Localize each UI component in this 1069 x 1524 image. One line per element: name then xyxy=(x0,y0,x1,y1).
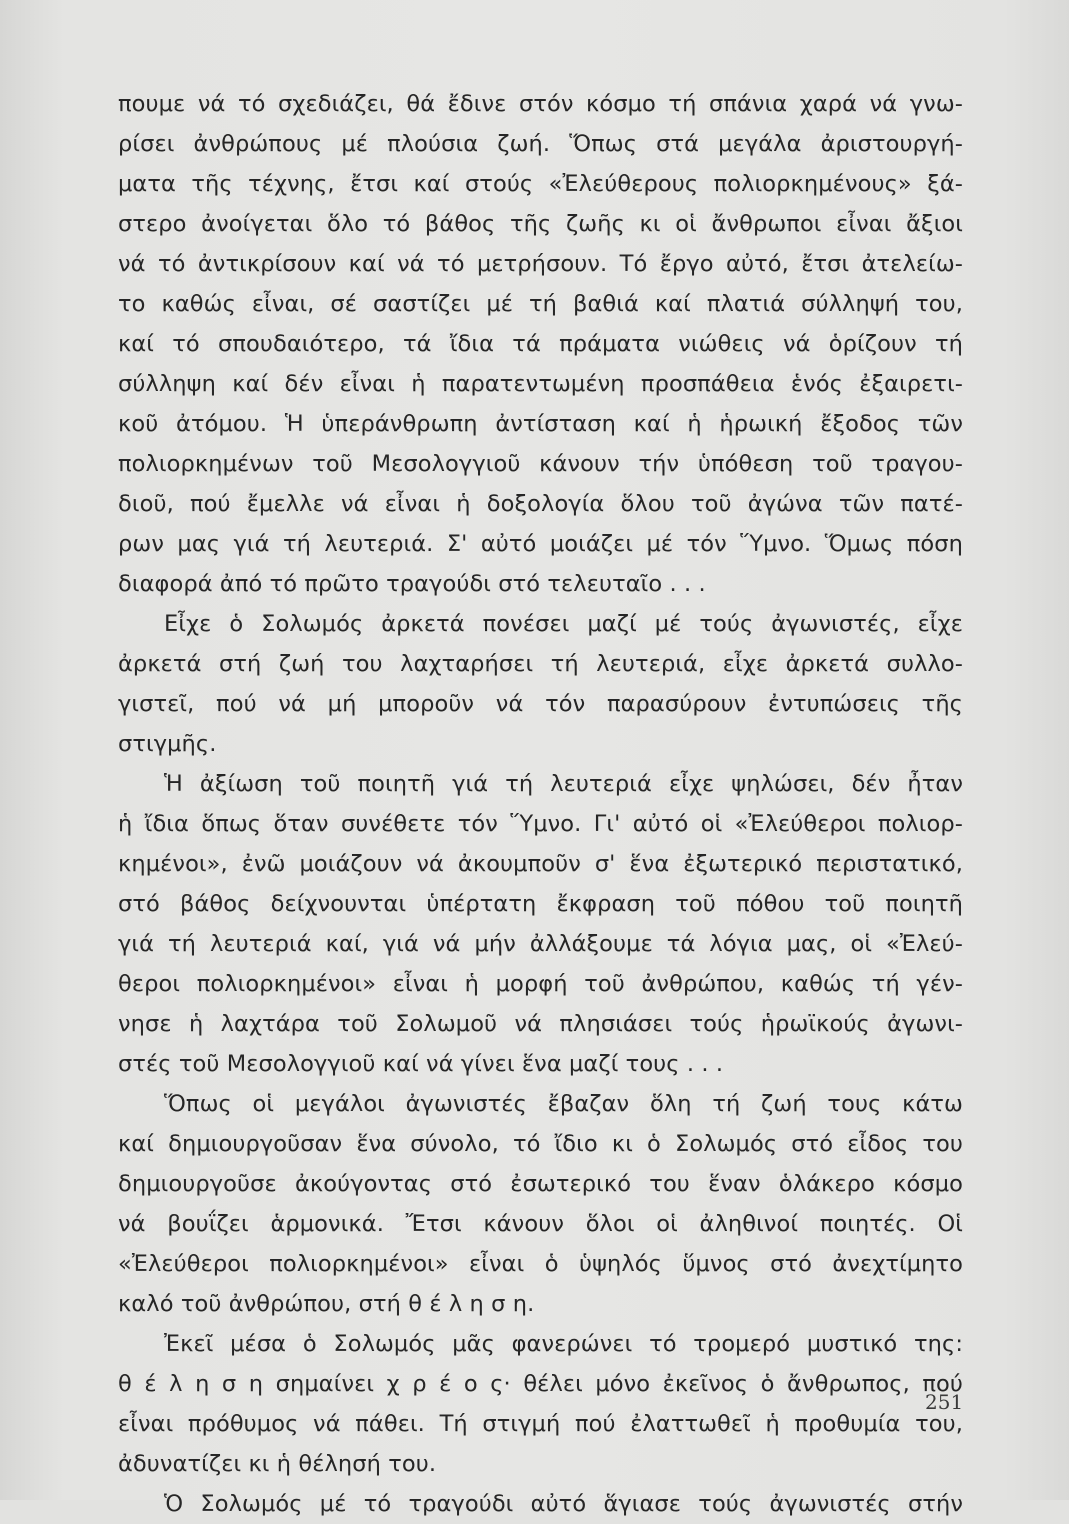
text-line: κοῦ ἀτόμου. Ἡ ὑπεράνθρωπη ἀντίσταση καί ἡ ἡρωική ἔξοδος τῶν xyxy=(118,411,963,437)
text-line: κημένοι», ἐνῶ μοιάζουν νά ἀκουμποῦν σ' ἕνα ἐξωτερικό περιστατικό, xyxy=(118,851,963,877)
text-line: νά βουΐζει ἁρμονικά. Ἔτσι κάνουν ὅλοι οἱ ἀληθινοί ποιητές. Οἱ xyxy=(118,1211,963,1237)
text-line: γιστεῖ, πού νά μή μποροῦν νά τόν παρασύρουν ἐντυπώσεις τῆς xyxy=(118,691,963,717)
text-line: ἡ ἴδια ὅπως ὅταν συνέθετε τόν Ὕμνο. Γι' αὐτό οἱ «Ἐλεύθεροι πολιορ- xyxy=(118,811,963,837)
text-line: νά τό ἀντικρίσουν καί νά τό μετρήσουν. Τό ἔργο αὐτό, ἔτσι ἀτελείω- xyxy=(118,251,963,277)
text-line: στιγμῆς. xyxy=(118,731,217,757)
text-line: Ὁ Σολωμός μέ τό τραγούδι αὐτό ἅγιασε τούς ἀγωνιστές στήν xyxy=(164,1491,963,1517)
text-line: καί δημιουργοῦσαν ἕνα σύνολο, τό ἴδιο κι ὁ Σολωμός στό εἶδος του xyxy=(118,1131,963,1157)
text-line: καλό τοῦ ἀνθρώπου, στή θ έ λ η σ η. xyxy=(118,1291,535,1317)
text-line: στές τοῦ Μεσολογγιοῦ καί νά γίνει ἕνα μαζί τους . . . xyxy=(118,1051,724,1077)
text-line: Ἐκεῖ μέσα ὁ Σολωμός μᾶς φανερώνει τό τρομερό μυστικό της: xyxy=(164,1331,963,1357)
text-line: σύλληψη καί δέν εἶναι ἡ παρατεντωμένη προσπάθεια ἑνός ἐξαιρετι- xyxy=(118,371,963,397)
text-line: πουμε νά τό σχεδιάζει, θά ἔδινε στόν κόσμο τή σπάνια χαρά νά γνω- xyxy=(118,91,963,117)
text-line: θ έ λ η σ η σημαίνει χ ρ έ ο ς· θέλει μόνο ἐκεῖνος ὁ ἄνθρωπος, πού xyxy=(118,1371,963,1397)
text-line: διαφορά ἀπό τό πρῶτο τραγούδι στό τελευταῖο . . . xyxy=(118,571,706,597)
text-line: καί τό σπουδαιότερο, τά ἴδια τά πράματα νιώθεις νά ὁρίζουν τή xyxy=(118,331,963,357)
text-line: πολιορκημένων τοῦ Μεσολογγιοῦ κάνουν τήν ὑπόθεση τοῦ τραγου- xyxy=(118,451,963,477)
text-line: Ὅπως οἱ μεγάλοι ἀγωνιστές ἔβαζαν ὅλη τή ζωή τους κάτω xyxy=(164,1091,963,1117)
text-line: Εἶχε ὁ Σολωμός ἀρκετά πονέσει μαζί μέ τούς ἀγωνιστές, εἶχε xyxy=(164,611,963,637)
text-line: «Ἐλεύθεροι πολιορκημένοι» εἶναι ὁ ὑψηλός ὕμνος στό ἀνεχτίμητο xyxy=(118,1251,963,1277)
text-line: θεροι πολιορκημένοι» εἶναι ἡ μορφή τοῦ ἀνθρώπου, καθώς τή γέν- xyxy=(118,971,963,997)
text-line: γιά τή λευτεριά καί, γιά νά μήν ἀλλάξουμε τά λόγια μας, οἱ «Ἐλεύ- xyxy=(118,931,963,957)
page-number: 251 xyxy=(925,1390,964,1414)
text-line: ἀδυνατίζει κι ἡ θέλησή του. xyxy=(118,1451,437,1477)
text-line: ματα τῆς τέχνης, ἔτσι καί στούς «Ἐλεύθερους πολιορκημένους» ξά- xyxy=(118,171,963,197)
text-line: δημιουργοῦσε ἀκούγοντας στό ἐσωτερικό του ἕναν ὁλάκερο κόσμο xyxy=(118,1171,963,1197)
text-line: εἶναι πρόθυμος νά πάθει. Τή στιγμή πού ἐλαττωθεῖ ἡ προθυμία του, xyxy=(118,1411,963,1437)
text-line: νησε ἡ λαχτάρα τοῦ Σολωμοῦ νά πλησιάσει τούς ἡρωϊκούς ἀγωνι- xyxy=(118,1011,963,1037)
text-line: στό βάθος δείχνουνται ὑπέρτατη ἔκφραση τοῦ πόθου τοῦ ποιητῆ xyxy=(118,891,963,917)
text-line: διοῦ, πού ἔμελλε νά εἶναι ἡ δοξολογία ὅλου τοῦ ἀγώνα τῶν πατέ- xyxy=(118,491,963,517)
text-line: ρων μας γιά τή λευτεριά. Σ' αὐτό μοιάζει μέ τόν Ὕμνο. Ὅμως πόση xyxy=(118,531,963,557)
text-line: στερο ἀνοίγεται ὅλο τό βάθος τῆς ζωῆς κι οἱ ἄνθρωποι εἶναι ἄξιοι xyxy=(118,211,963,237)
body-text xyxy=(118,84,963,1524)
text-line: ρίσει ἀνθρώπους μέ πλούσια ζωή. Ὅπως στά μεγάλα ἀριστουργή- xyxy=(118,131,963,157)
text-line: ἀρκετά στή ζωή του λαχταρήσει τή λευτεριά, εἶχε ἀρκετά συλλο- xyxy=(118,651,963,677)
text-line: Ἡ ἀξίωση τοῦ ποιητῆ γιά τή λευτεριά εἶχε ψηλώσει, δέν ἦταν xyxy=(164,771,963,797)
text-line: το καθώς εἶναι, σέ σαστίζει μέ τή βαθιά καί πλατιά σύλληψή του, xyxy=(118,291,963,317)
